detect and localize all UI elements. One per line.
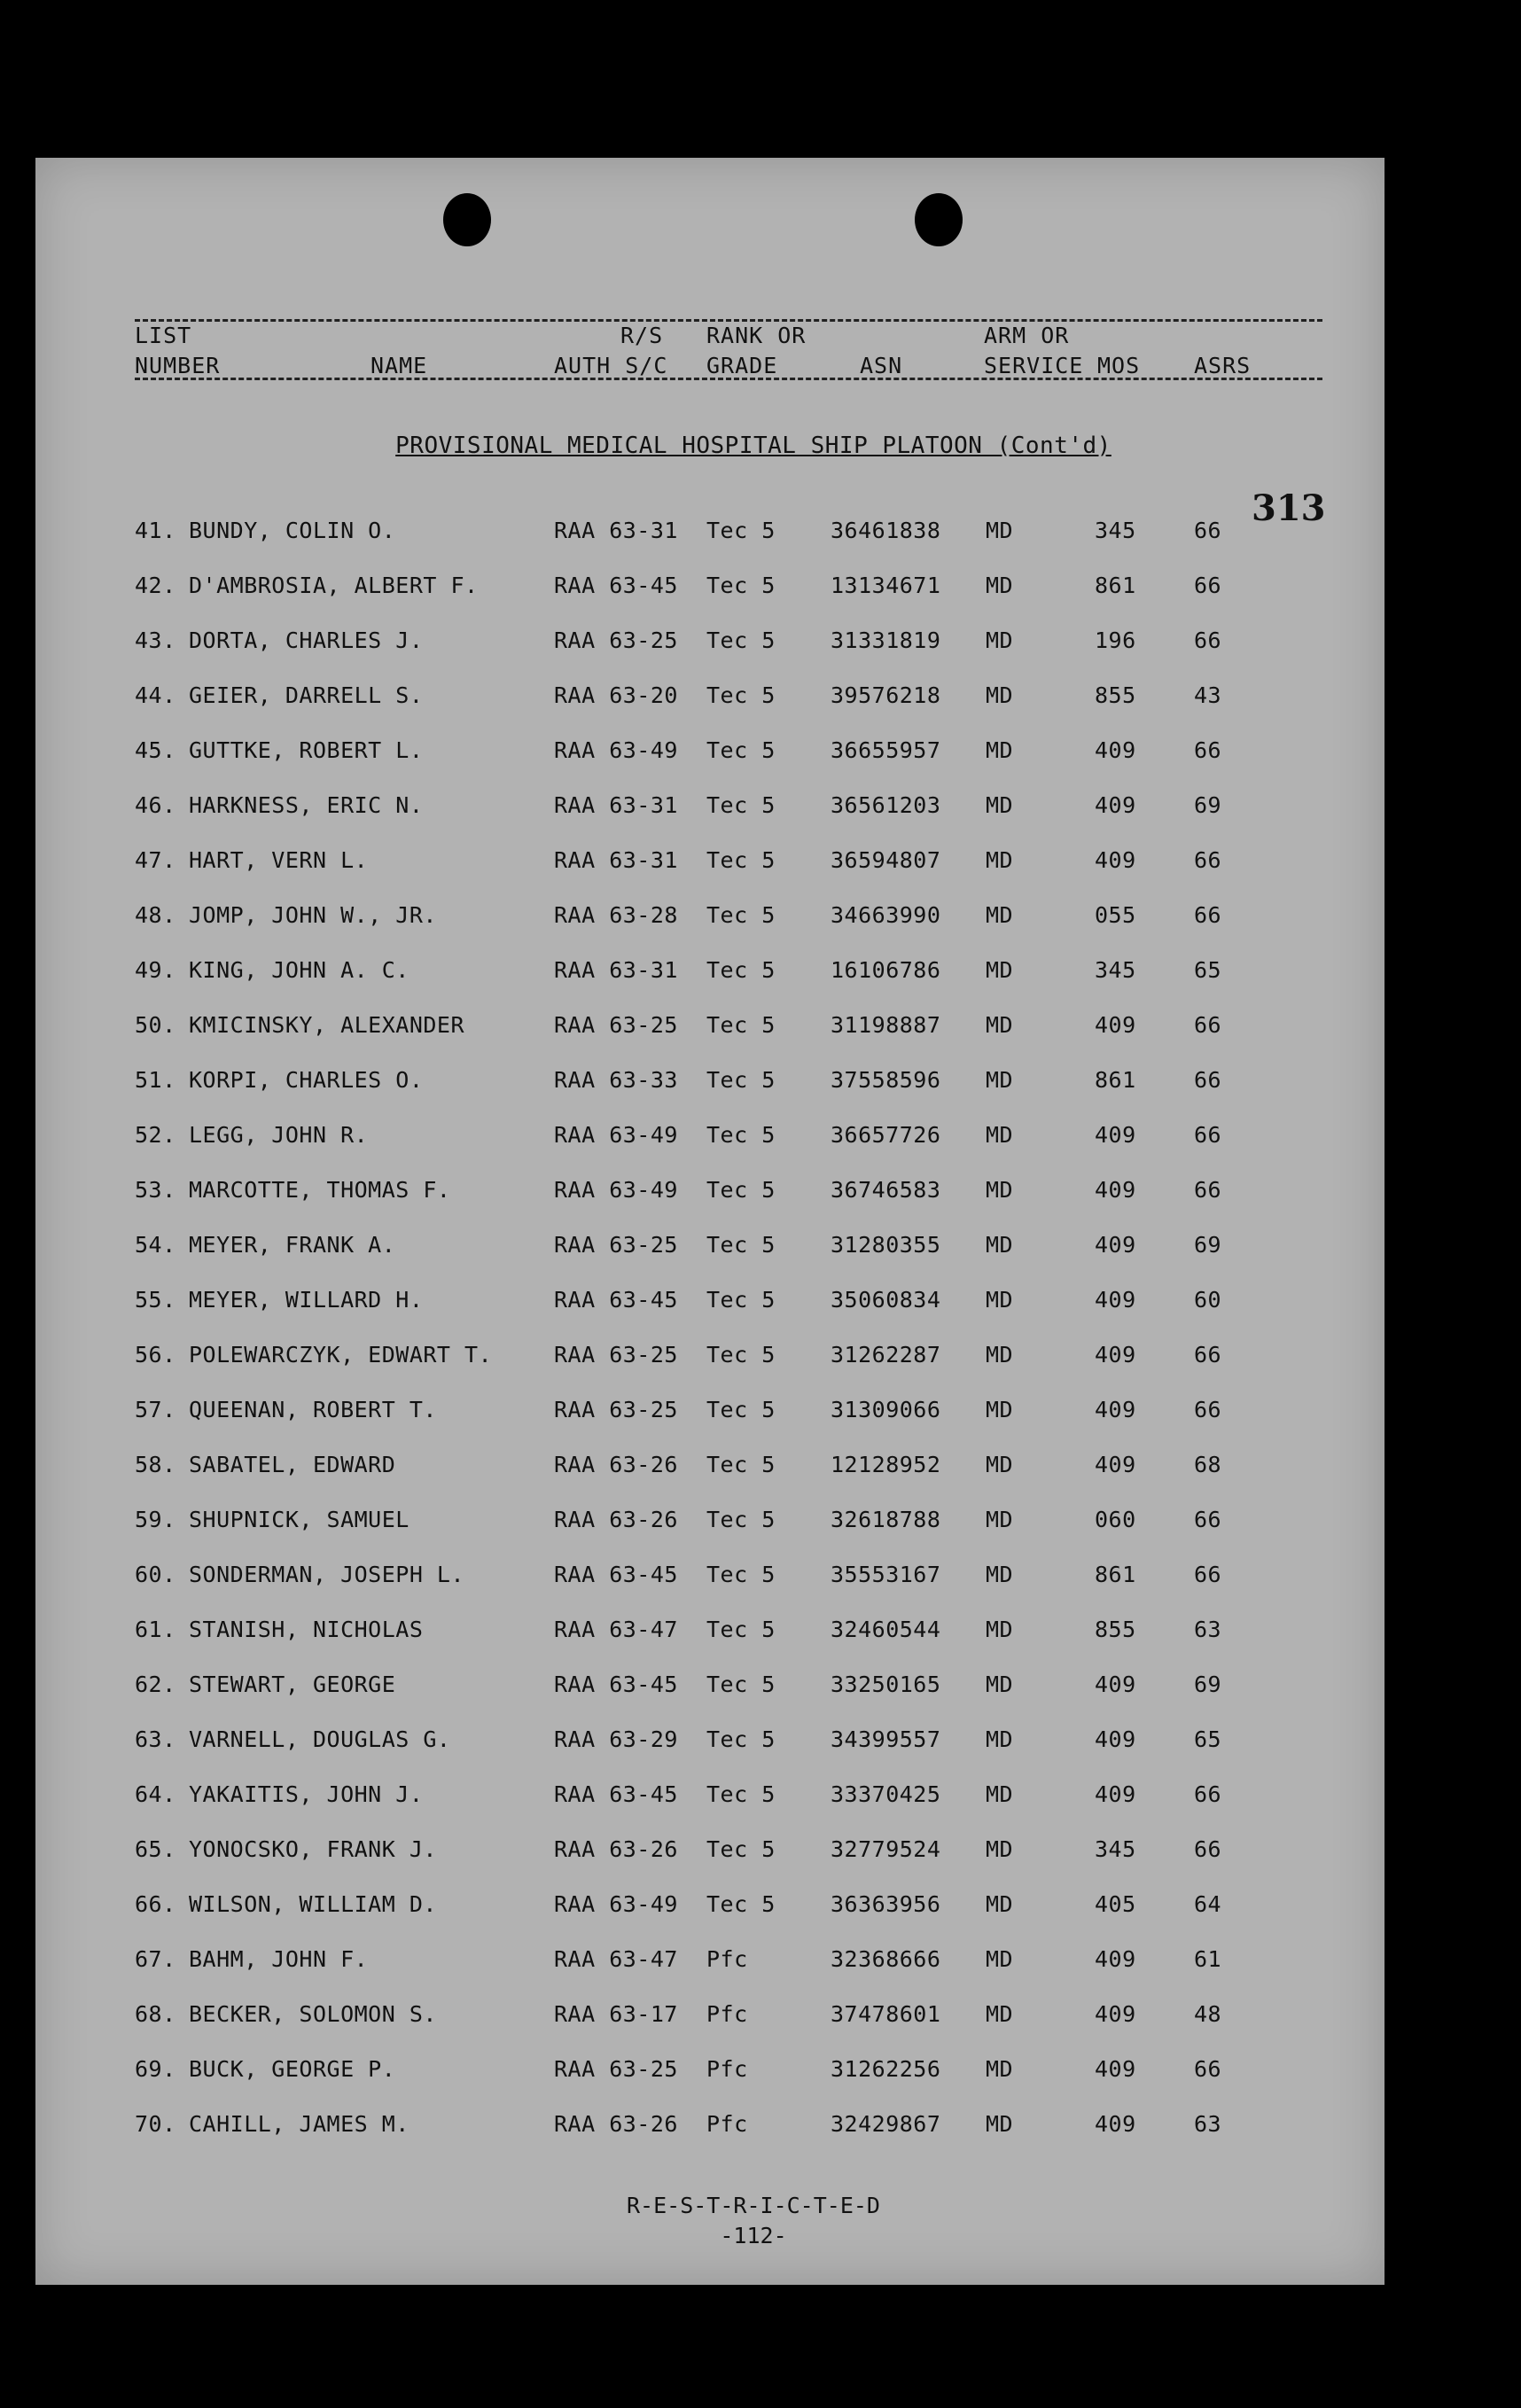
cell-arm: MD <box>986 1397 1014 1422</box>
cell-asrs: 43 <box>1194 682 1222 708</box>
cell-asn: 13134671 <box>831 573 941 598</box>
cell-grade: Tec 5 <box>706 957 776 983</box>
cell-mos: 409 <box>1095 737 1136 763</box>
cell-asrs: 66 <box>1194 1012 1222 1038</box>
cell-auth: RAA 63-49 <box>554 1122 678 1148</box>
cell-auth: RAA 63-26 <box>554 1836 678 1862</box>
cell-asn: 37478601 <box>831 2001 941 2027</box>
cell-name: QUEENAN, ROBERT T. <box>189 1397 437 1422</box>
cell-mos: 409 <box>1095 1726 1136 1752</box>
cell-auth: RAA 63-28 <box>554 902 678 928</box>
cell-arm: MD <box>986 1452 1014 1477</box>
cell-asn: 31198887 <box>831 1012 941 1038</box>
cell-asn: 31309066 <box>831 1397 941 1422</box>
cell-mos: 855 <box>1095 682 1136 708</box>
cell-num: 60. <box>135 1562 176 1587</box>
cell-num: 48. <box>135 902 176 928</box>
table-row <box>35 945 1384 998</box>
cell-asn: 36461838 <box>831 518 941 543</box>
document-page <box>35 158 1384 2285</box>
header-top-rule <box>135 319 1322 322</box>
cell-auth: RAA 63-33 <box>554 1067 678 1093</box>
cell-grade: Pfc <box>706 2111 748 2137</box>
cell-name: MEYER, FRANK A. <box>189 1232 396 1258</box>
header-asrs: ASRS <box>1194 353 1252 378</box>
header-mos: MOS <box>1097 353 1141 378</box>
cell-arm: MD <box>986 2111 1014 2137</box>
cell-name: STANISH, NICHOLAS <box>189 1617 424 1642</box>
table-row <box>35 1824 1384 1877</box>
cell-num: 64. <box>135 1781 176 1807</box>
cell-grade: Tec 5 <box>706 1067 776 1093</box>
cell-grade: Tec 5 <box>706 1562 776 1587</box>
cell-name: KING, JOHN A. C. <box>189 957 410 983</box>
header-service: SERVICE <box>984 353 1084 378</box>
cell-num: 43. <box>135 627 176 653</box>
cell-arm: MD <box>986 1232 1014 1258</box>
table-row <box>35 835 1384 888</box>
cell-asn: 36594807 <box>831 847 941 873</box>
cell-asrs: 69 <box>1194 1232 1222 1258</box>
cell-asn: 34663990 <box>831 902 941 928</box>
cell-mos: 345 <box>1095 957 1136 983</box>
cell-asn: 32368666 <box>831 1946 941 1972</box>
cell-auth: RAA 63-31 <box>554 518 678 543</box>
cell-num: 49. <box>135 957 176 983</box>
cell-name: JOMP, JOHN W., JR. <box>189 902 437 928</box>
cell-auth: RAA 63-45 <box>554 1562 678 1587</box>
cell-name: STEWART, GEORGE <box>189 1672 396 1697</box>
cell-asrs: 65 <box>1194 1726 1222 1752</box>
cell-asn: 36363956 <box>831 1891 941 1917</box>
cell-arm: MD <box>986 737 1014 763</box>
cell-mos: 055 <box>1095 902 1136 928</box>
table-row <box>35 1879 1384 1932</box>
header-name: NAME <box>370 353 428 378</box>
cell-asn: 32618788 <box>831 1507 941 1532</box>
header-auth-sc: AUTH S/C <box>554 353 668 378</box>
cell-num: 47. <box>135 847 176 873</box>
cell-name: LEGG, JOHN R. <box>189 1122 369 1148</box>
cell-asn: 32429867 <box>831 2111 941 2137</box>
cell-arm: MD <box>986 1287 1014 1313</box>
cell-arm: MD <box>986 1781 1014 1807</box>
cell-mos: 409 <box>1095 1232 1136 1258</box>
cell-num: 62. <box>135 1672 176 1697</box>
header-rs: R/S <box>620 323 664 348</box>
cell-auth: RAA 63-25 <box>554 627 678 653</box>
table-row <box>35 1000 1384 1053</box>
cell-mos: 409 <box>1095 1452 1136 1477</box>
table-row <box>35 1934 1384 1987</box>
cell-asn: 31262256 <box>831 2056 941 2082</box>
cell-num: 54. <box>135 1232 176 1258</box>
page-number: -112- <box>720 2223 787 2248</box>
cell-num: 58. <box>135 1452 176 1477</box>
cell-mos: 409 <box>1095 2001 1136 2027</box>
cell-arm: MD <box>986 1067 1014 1093</box>
cell-num: 63. <box>135 1726 176 1752</box>
cell-name: GEIER, DARRELL S. <box>189 682 424 708</box>
header-arm-or: ARM OR <box>984 323 1070 348</box>
cell-mos: 409 <box>1095 1287 1136 1313</box>
table-row <box>35 1110 1384 1163</box>
table-row <box>35 1055 1384 1108</box>
cell-grade: Pfc <box>706 2056 748 2082</box>
table-row <box>35 2099 1384 2152</box>
cell-auth: RAA 63-49 <box>554 737 678 763</box>
cell-asrs: 66 <box>1194 1836 1222 1862</box>
cell-grade: Tec 5 <box>706 1012 776 1038</box>
cell-arm: MD <box>986 2001 1014 2027</box>
header-rank-or: RANK OR <box>706 323 807 348</box>
header-asn: ASN <box>860 353 903 378</box>
table-row <box>35 670 1384 723</box>
cell-name: MARCOTTE, THOMAS F. <box>189 1177 451 1203</box>
cell-mos: 861 <box>1095 1067 1136 1093</box>
cell-name: KORPI, CHARLES O. <box>189 1067 424 1093</box>
cell-mos: 409 <box>1095 2056 1136 2082</box>
cell-asrs: 66 <box>1194 902 1222 928</box>
cell-name: D'AMBROSIA, ALBERT F. <box>189 573 479 598</box>
cell-asn: 37558596 <box>831 1067 941 1093</box>
cell-asn: 31262287 <box>831 1342 941 1368</box>
table-row <box>35 1769 1384 1822</box>
cell-arm: MD <box>986 792 1014 818</box>
cell-arm: MD <box>986 1562 1014 1587</box>
table-row <box>35 1714 1384 1767</box>
cell-asrs: 64 <box>1194 1891 1222 1917</box>
cell-grade: Tec 5 <box>706 1726 776 1752</box>
cell-auth: RAA 63-31 <box>554 847 678 873</box>
cell-grade: Pfc <box>706 1946 748 1972</box>
cell-grade: Tec 5 <box>706 1617 776 1642</box>
cell-mos: 855 <box>1095 1617 1136 1642</box>
cell-asn: 33370425 <box>831 1781 941 1807</box>
cell-name: SHUPNICK, SAMUEL <box>189 1507 410 1532</box>
cell-auth: RAA 63-20 <box>554 682 678 708</box>
cell-name: HART, VERN L. <box>189 847 369 873</box>
cell-mos: 409 <box>1095 1397 1136 1422</box>
cell-num: 44. <box>135 682 176 708</box>
table-row <box>35 725 1384 778</box>
cell-num: 56. <box>135 1342 176 1368</box>
cell-asrs: 68 <box>1194 1452 1222 1477</box>
cell-num: 50. <box>135 1012 176 1038</box>
cell-auth: RAA 63-26 <box>554 1452 678 1477</box>
cell-asn: 35060834 <box>831 1287 941 1313</box>
cell-name: SONDERMAN, JOSEPH L. <box>189 1562 465 1587</box>
cell-mos: 345 <box>1095 518 1136 543</box>
cell-asn: 32460544 <box>831 1617 941 1642</box>
table-row <box>35 1220 1384 1273</box>
cell-num: 57. <box>135 1397 176 1422</box>
cell-num: 67. <box>135 1946 176 1972</box>
cell-asrs: 65 <box>1194 957 1222 983</box>
cell-name: BUNDY, COLIN O. <box>189 518 396 543</box>
cell-asrs: 66 <box>1194 518 1222 543</box>
cell-asn: 32779524 <box>831 1836 941 1862</box>
cell-grade: Tec 5 <box>706 627 776 653</box>
cell-asrs: 48 <box>1194 2001 1222 2027</box>
cell-asrs: 66 <box>1194 1177 1222 1203</box>
cell-name: VARNELL, DOUGLAS G. <box>189 1726 451 1752</box>
cell-grade: Tec 5 <box>706 1287 776 1313</box>
cell-grade: Tec 5 <box>706 1232 776 1258</box>
cell-num: 41. <box>135 518 176 543</box>
table-row <box>35 560 1384 613</box>
cell-asn: 33250165 <box>831 1672 941 1697</box>
cell-grade: Tec 5 <box>706 573 776 598</box>
cell-asrs: 66 <box>1194 627 1222 653</box>
cell-grade: Tec 5 <box>706 1836 776 1862</box>
cell-name: KMICINSKY, ALEXANDER <box>189 1012 465 1038</box>
cell-grade: Tec 5 <box>706 1781 776 1807</box>
cell-auth: RAA 63-49 <box>554 1891 678 1917</box>
table-row <box>35 1989 1384 2042</box>
table-row <box>35 1604 1384 1657</box>
cell-arm: MD <box>986 957 1014 983</box>
table-row <box>35 2044 1384 2097</box>
cell-auth: RAA 63-25 <box>554 1397 678 1422</box>
cell-mos: 409 <box>1095 1672 1136 1697</box>
cell-num: 46. <box>135 792 176 818</box>
cell-arm: MD <box>986 1946 1014 1972</box>
cell-num: 51. <box>135 1067 176 1093</box>
table-row <box>35 1165 1384 1218</box>
cell-num: 59. <box>135 1507 176 1532</box>
cell-name: BAHM, JOHN F. <box>189 1946 369 1972</box>
cell-auth: RAA 63-26 <box>554 1507 678 1532</box>
table-row <box>35 1274 1384 1328</box>
cell-grade: Tec 5 <box>706 518 776 543</box>
cell-num: 52. <box>135 1122 176 1148</box>
cell-grade: Tec 5 <box>706 682 776 708</box>
cell-num: 45. <box>135 737 176 763</box>
cell-arm: MD <box>986 1507 1014 1532</box>
cell-asrs: 69 <box>1194 1672 1222 1697</box>
cell-auth: RAA 63-45 <box>554 1672 678 1697</box>
section-title: PROVISIONAL MEDICAL HOSPITAL SHIP PLATOON (Cont'd) <box>395 433 1112 459</box>
cell-name: YONOCSKO, FRANK J. <box>189 1836 437 1862</box>
cell-auth: RAA 63-47 <box>554 1946 678 1972</box>
cell-grade: Tec 5 <box>706 792 776 818</box>
cell-arm: MD <box>986 1617 1014 1642</box>
cell-auth: RAA 63-45 <box>554 573 678 598</box>
punch-hole-left <box>443 193 491 246</box>
cell-asrs: 66 <box>1194 2056 1222 2082</box>
cell-name: CAHILL, JAMES M. <box>189 2111 410 2137</box>
cell-arm: MD <box>986 627 1014 653</box>
cell-grade: Tec 5 <box>706 1452 776 1477</box>
cell-asrs: 66 <box>1194 1067 1222 1093</box>
cell-asrs: 66 <box>1194 847 1222 873</box>
cell-auth: RAA 63-26 <box>554 2111 678 2137</box>
cell-auth: RAA 63-17 <box>554 2001 678 2027</box>
cell-mos: 409 <box>1095 1342 1136 1368</box>
cell-mos: 409 <box>1095 1781 1136 1807</box>
restricted-footer: R-E-S-T-R-I-C-T-E-D <box>627 2193 880 2218</box>
cell-name: BUCK, GEORGE P. <box>189 2056 396 2082</box>
cell-asn: 39576218 <box>831 682 941 708</box>
cell-grade: Tec 5 <box>706 847 776 873</box>
table-row <box>35 1384 1384 1438</box>
cell-name: MEYER, WILLARD H. <box>189 1287 424 1313</box>
table-row <box>35 1494 1384 1547</box>
cell-auth: RAA 63-31 <box>554 957 678 983</box>
cell-auth: RAA 63-49 <box>554 1177 678 1203</box>
cell-num: 68. <box>135 2001 176 2027</box>
cell-name: YAKAITIS, JOHN J. <box>189 1781 424 1807</box>
cell-auth: RAA 63-29 <box>554 1726 678 1752</box>
cell-mos: 409 <box>1095 847 1136 873</box>
cell-mos: 409 <box>1095 2111 1136 2137</box>
cell-mos: 409 <box>1095 1012 1136 1038</box>
cell-num: 66. <box>135 1891 176 1917</box>
cell-asrs: 66 <box>1194 1507 1222 1532</box>
cell-asrs: 66 <box>1194 1562 1222 1587</box>
cell-asrs: 66 <box>1194 1122 1222 1148</box>
cell-auth: RAA 63-31 <box>554 792 678 818</box>
cell-mos: 405 <box>1095 1891 1136 1917</box>
cell-mos: 861 <box>1095 1562 1136 1587</box>
cell-asn: 34399557 <box>831 1726 941 1752</box>
cell-asrs: 66 <box>1194 1781 1222 1807</box>
cell-arm: MD <box>986 682 1014 708</box>
cell-asn: 36657726 <box>831 1122 941 1148</box>
cell-auth: RAA 63-25 <box>554 2056 678 2082</box>
cell-asn: 36655957 <box>831 737 941 763</box>
cell-auth: RAA 63-25 <box>554 1232 678 1258</box>
cell-arm: MD <box>986 1726 1014 1752</box>
header-grade: GRADE <box>706 353 778 378</box>
cell-auth: RAA 63-25 <box>554 1012 678 1038</box>
cell-arm: MD <box>986 573 1014 598</box>
table-row <box>35 505 1384 558</box>
cell-asrs: 66 <box>1194 573 1222 598</box>
cell-grade: Tec 5 <box>706 1397 776 1422</box>
cell-auth: RAA 63-47 <box>554 1617 678 1642</box>
cell-asn: 35553167 <box>831 1562 941 1587</box>
cell-name: WILSON, WILLIAM D. <box>189 1891 437 1917</box>
punch-hole-right <box>915 193 963 246</box>
cell-num: 70. <box>135 2111 176 2137</box>
cell-name: DORTA, CHARLES J. <box>189 627 424 653</box>
cell-num: 61. <box>135 1617 176 1642</box>
cell-num: 55. <box>135 1287 176 1313</box>
table-row <box>35 615 1384 668</box>
cell-grade: Tec 5 <box>706 902 776 928</box>
cell-asrs: 61 <box>1194 1946 1222 1972</box>
cell-arm: MD <box>986 1836 1014 1862</box>
cell-arm: MD <box>986 1891 1014 1917</box>
table-row <box>35 1659 1384 1712</box>
cell-arm: MD <box>986 1012 1014 1038</box>
cell-asn: 36561203 <box>831 792 941 818</box>
cell-grade: Tec 5 <box>706 1177 776 1203</box>
cell-mos: 409 <box>1095 1946 1136 1972</box>
cell-asrs: 66 <box>1194 1342 1222 1368</box>
cell-asrs: 63 <box>1194 1617 1222 1642</box>
cell-mos: 409 <box>1095 792 1136 818</box>
cell-mos: 345 <box>1095 1836 1136 1862</box>
cell-asn: 31280355 <box>831 1232 941 1258</box>
table-row <box>35 780 1384 833</box>
cell-num: 65. <box>135 1836 176 1862</box>
cell-asn: 31331819 <box>831 627 941 653</box>
cell-arm: MD <box>986 518 1014 543</box>
cell-arm: MD <box>986 2056 1014 2082</box>
cell-asrs: 66 <box>1194 1397 1222 1422</box>
cell-grade: Tec 5 <box>706 737 776 763</box>
cell-mos: 060 <box>1095 1507 1136 1532</box>
header-list: LIST <box>135 323 192 348</box>
cell-name: POLEWARCZYK, EDWART T. <box>189 1342 493 1368</box>
cell-name: GUTTKE, ROBERT L. <box>189 737 424 763</box>
cell-auth: RAA 63-45 <box>554 1287 678 1313</box>
cell-name: HARKNESS, ERIC N. <box>189 792 424 818</box>
cell-num: 69. <box>135 2056 176 2082</box>
cell-arm: MD <box>986 847 1014 873</box>
table-row <box>35 1439 1384 1492</box>
cell-asn: 16106786 <box>831 957 941 983</box>
cell-name: SABATEL, EDWARD <box>189 1452 396 1477</box>
cell-mos: 409 <box>1095 1177 1136 1203</box>
cell-grade: Tec 5 <box>706 1122 776 1148</box>
cell-num: 42. <box>135 573 176 598</box>
cell-arm: MD <box>986 1177 1014 1203</box>
cell-asn: 12128952 <box>831 1452 941 1477</box>
table-row <box>35 890 1384 943</box>
cell-asrs: 66 <box>1194 737 1222 763</box>
cell-grade: Tec 5 <box>706 1891 776 1917</box>
cell-asn: 36746583 <box>831 1177 941 1203</box>
header-number: NUMBER <box>135 353 221 378</box>
page-stamp: 313 <box>1252 487 1326 529</box>
cell-arm: MD <box>986 1672 1014 1697</box>
cell-asrs: 60 <box>1194 1287 1222 1313</box>
table-row <box>35 1549 1384 1602</box>
cell-grade: Tec 5 <box>706 1507 776 1532</box>
cell-mos: 861 <box>1095 573 1136 598</box>
table-row <box>35 1329 1384 1383</box>
cell-asrs: 69 <box>1194 792 1222 818</box>
cell-grade: Tec 5 <box>706 1342 776 1368</box>
cell-auth: RAA 63-25 <box>554 1342 678 1368</box>
cell-asrs: 63 <box>1194 2111 1222 2137</box>
cell-name: BECKER, SOLOMON S. <box>189 2001 437 2027</box>
cell-arm: MD <box>986 1122 1014 1148</box>
cell-mos: 409 <box>1095 1122 1136 1148</box>
cell-grade: Tec 5 <box>706 1672 776 1697</box>
cell-auth: RAA 63-45 <box>554 1781 678 1807</box>
cell-arm: MD <box>986 902 1014 928</box>
header-bottom-rule <box>135 378 1322 380</box>
cell-arm: MD <box>986 1342 1014 1368</box>
cell-num: 53. <box>135 1177 176 1203</box>
cell-mos: 196 <box>1095 627 1136 653</box>
cell-grade: Pfc <box>706 2001 748 2027</box>
